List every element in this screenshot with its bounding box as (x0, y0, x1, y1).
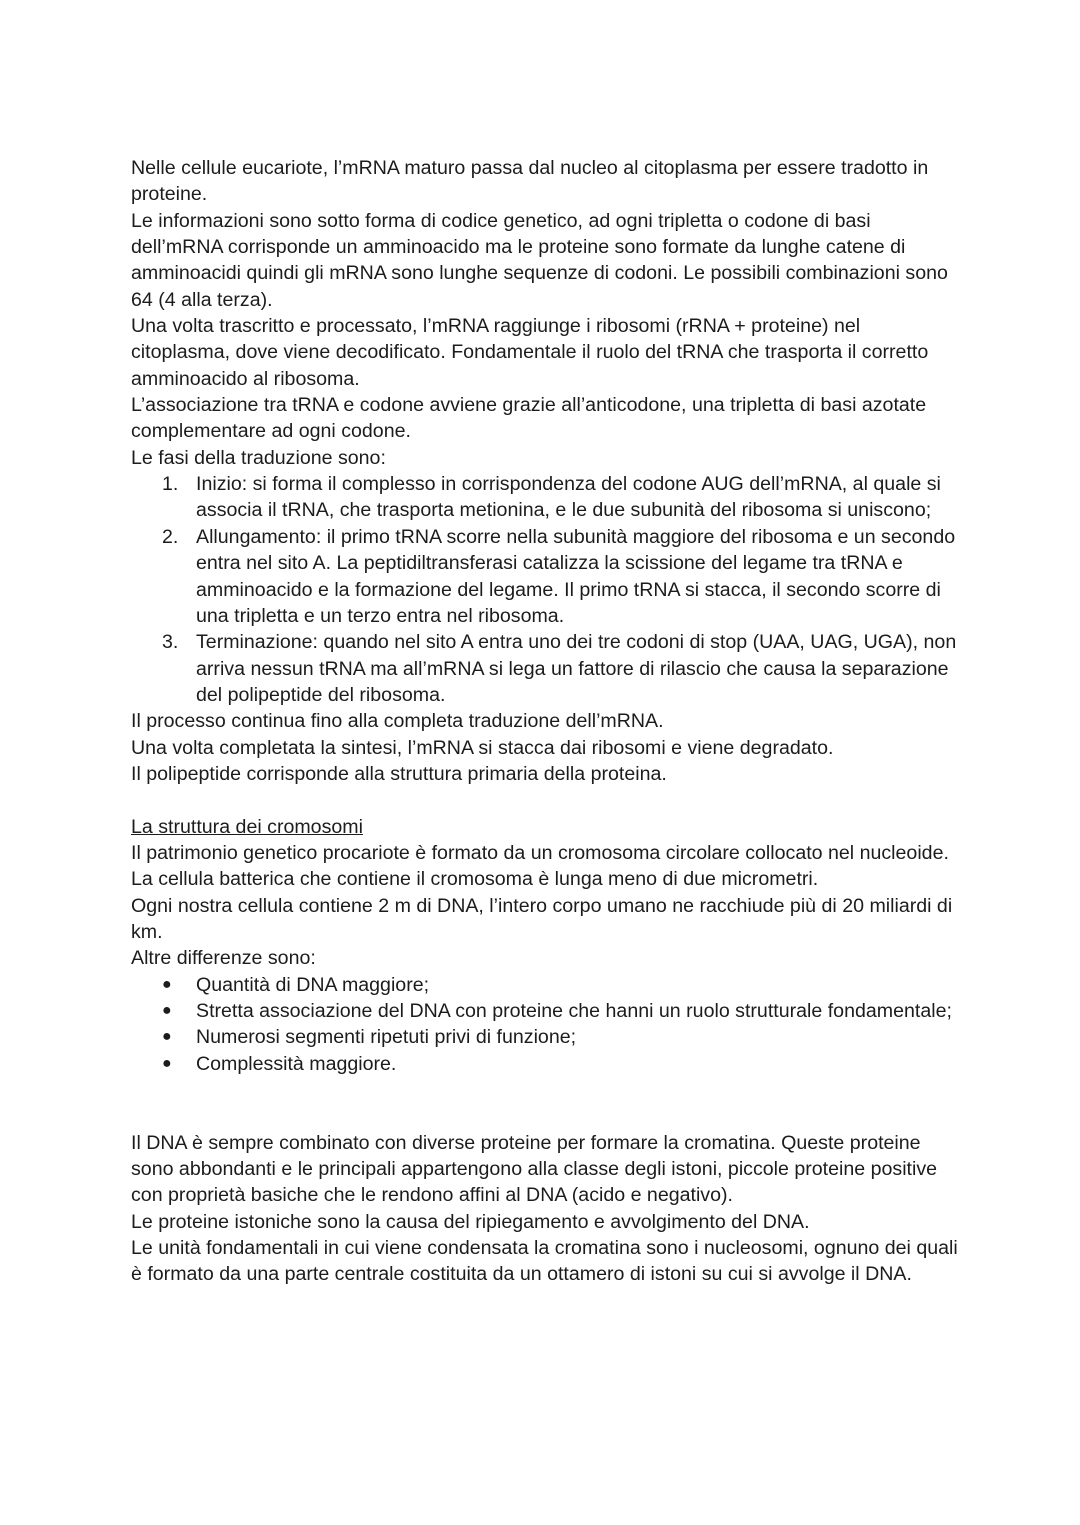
spacer (131, 1077, 961, 1130)
paragraph-nucleosomi: Le unità fondamentali in cui viene condensata la cromatina sono i nucleosomi, ognuno dei quali è formato da una parte centrale costituita da un ottamero di istoni su cui si avvolge il DNA. (131, 1237, 958, 1286)
paragraph-ribosomi: Una volta trascritto e processato, l’mRNA raggiunge i ribosomi (rRNA + proteine) nel citoplasma, dove viene decodificato. Fondamentale il ruolo del tRNA che trasporta il corretto amminoacido al ribosoma. (131, 315, 929, 390)
paragraph-sintesi-completata: Una volta completata la sintesi, l’mRNA si stacca dai ribosomi e viene degradato. (131, 736, 834, 759)
paragraph-fasi-intro: Le fasi della traduzione sono: (131, 446, 386, 469)
translation-phases-list (131, 471, 961, 708)
differences-list (131, 972, 961, 1077)
paragraph-struttura-primaria: Il polipeptide corrisponde alla struttura primaria della proteina. (131, 762, 667, 785)
paragraph-proteine-istoniche: Le proteine istoniche sono la causa del ripiegamento e avvolgimento del DNA. (131, 1210, 810, 1233)
bullet-icon: ● (162, 1054, 172, 1072)
difference-text: Quantità di DNA maggiore; (196, 973, 430, 996)
paragraph-mrna-maturo: Nelle cellule eucariote, l’mRNA maturo passa dal nucleo al citoplasma per essere tradotto in proteine. (131, 157, 929, 206)
difference-text: Complessità maggiore. (196, 1052, 397, 1075)
list-item (162, 629, 961, 708)
list-item (162, 998, 961, 1024)
list-item (162, 972, 961, 998)
list-item (162, 1051, 961, 1077)
paragraph-codice-genetico: Le informazioni sono sotto forma di codice genetico, ad ogni tripletta o codone di basi dell’mRNA corrisponde un amminoacido ma le proteine sono formate da lunghe catene di amminoacidi quindi gli mRNA sono lunghe sequenze di codoni. Le possibili combinazioni sono 64 (4 alla terza). (131, 209, 948, 311)
list-item (162, 524, 961, 629)
list-item (162, 471, 961, 524)
paragraph-cellula-batterica: La cellula batterica che contiene il cromosoma è lunga meno di due micrometri. (131, 868, 819, 891)
phase-text: Terminazione: quando nel sito A entra uno dei tre codoni di stop (UAA, UAG, UGA), non arriva nessun tRNA ma all’mRNA si lega un fattore di rilascio che causa la separazione del polipeptide del ribosoma. (196, 631, 957, 706)
bullet-icon: ● (162, 1028, 172, 1046)
list-item (162, 1024, 961, 1050)
bullet-icon: ● (162, 975, 172, 993)
list-number: 2. (162, 525, 179, 548)
bullet-icon: ● (162, 1002, 172, 1019)
phase-text: Inizio: si forma il complesso in corrispondenza del codone AUG dell’mRNA, al quale si associa il tRNA, che trasporta metionina, e le due subunità del ribosoma si uniscono; (196, 473, 941, 522)
paragraph-altre-differenze: Altre differenze sono: (131, 947, 316, 970)
list-number: 1. (162, 473, 179, 496)
spacer (131, 787, 961, 813)
paragraph-anticodone: L’associazione tra tRNA e codone avviene grazie all’anticodone, una tripletta di basi azotate complementare ad ogni codone. (131, 394, 927, 443)
list-number: 3. (162, 631, 179, 654)
difference-text: Stretta associazione del DNA con proteine che hanni un ruolo strutturale fondamentale; (196, 1000, 952, 1022)
difference-text: Numerosi segmenti ripetuti privi di funzione; (196, 1026, 577, 1049)
paragraph-cromatina: Il DNA è sempre combinato con diverse proteine per formare la cromatina. Queste proteine sono abbondanti e le principali appartengono alla classe degli istoni, piccole proteine positive con proprietà basiche che le rendono affini al DNA (acido e negativo). (131, 1131, 938, 1207)
phase-text: Allungamento: il primo tRNA scorre nella subunità maggiore del ribosoma e un secondo entra nel sito A. La peptidiltransferasi catalizza la scissione del legame tra tRNA e amminoacido e la formazione del legame. Il primo tRNA si stacca, il secondo scorre di una tripletta e un terzo entra nel ribosoma. (196, 525, 956, 627)
paragraph-procariote: Il patrimonio genetico procariote è formato da un cromosoma circolare collocato nel nucleoide. (131, 841, 949, 864)
paragraph-dna-corpo: Ogni nostra cellula contiene 2 m di DNA, l’intero corpo umano ne racchiude più di 20 miliardi di km. (131, 894, 953, 943)
section-heading: La struttura dei cromosomi (131, 815, 363, 838)
paragraph-processo-continua: Il processo continua fino alla completa traduzione dell’mRNA. (131, 710, 664, 733)
document-page (131, 155, 961, 1288)
